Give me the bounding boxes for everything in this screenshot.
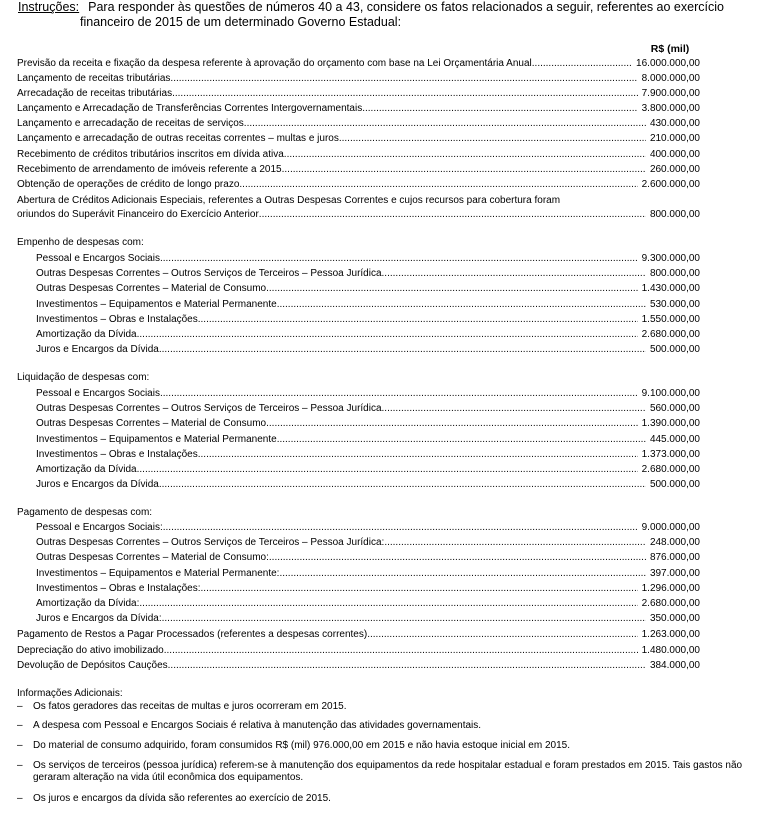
item-value: 500.000,00 <box>649 344 700 356</box>
item-label: Previsão da receita e fixação da despesa referente à aprovação do orçamento com base na Lei Orçamentária Anual <box>17 58 532 69</box>
item-value: 1.373.000,00 <box>641 448 700 460</box>
item-label: Juros e Encargos da Dívida <box>36 479 159 491</box>
dot-leader <box>159 343 646 356</box>
dot-leader <box>266 417 638 430</box>
bullet-text: Os fatos geradores das receitas de multas e juros ocorreram em 2015. <box>33 701 347 712</box>
bullet-text: A despesa com Pessoal e Encargos Sociais é relativa à manutenção das atividades governamentais. <box>33 720 482 731</box>
item-value: 430.000,00 <box>649 118 700 129</box>
item-value: 2.680.000,00 <box>641 464 700 475</box>
dot-leader <box>362 102 637 115</box>
item-label: Juros e Encargos da Dívida <box>36 344 159 356</box>
instructions <box>18 0 763 30</box>
dot-leader <box>137 328 638 341</box>
instructions-line-2: financeiro de 2015 de um determinado Governo Estadual: <box>80 15 402 29</box>
empenho-item-row <box>36 313 700 326</box>
item-label: Investimentos – Equipamentos e Material Permanente <box>36 298 277 310</box>
liquidacao-item-row <box>36 463 700 476</box>
dot-leader <box>382 267 646 280</box>
liquidacao-item-row <box>36 387 700 400</box>
item-value: 397.000,00 <box>649 567 700 579</box>
liquidacao-item-row <box>36 402 700 415</box>
empenho-item-row <box>36 328 700 341</box>
pagamento-item-row <box>36 612 700 625</box>
pagamento-item-row <box>36 567 700 580</box>
instructions-line-1: Para responder às questões de números 40 a 43, considere os fatos relacionados a seguir, referentes ao exercício <box>88 0 724 14</box>
bullet-text: Os juros e encargos da dívida são referentes ao exercício de 2015. <box>33 793 331 804</box>
final-item-row <box>17 659 700 672</box>
bullet-text: Do material de consumo adquirido, foram consumidos R$ (mil) 976.000,00 em 2015 e não havia estoque inicial em 2015. <box>33 740 570 751</box>
general-item-row <box>17 148 700 161</box>
dot-leader <box>170 72 637 85</box>
item-value: 260.000,00 <box>649 164 700 175</box>
pagamento-title: Pagamento de despesas com: <box>17 507 153 518</box>
empenho-title: Empenho de despesas com: <box>17 237 144 248</box>
dot-leader <box>239 178 637 191</box>
bullet-dash: – <box>17 720 23 731</box>
dot-leader <box>279 567 645 580</box>
item-label: Recebimento de arrendamento de imóveis referente a 2015 <box>17 164 282 175</box>
item-value: 350.000,00 <box>649 613 700 625</box>
additional-info-bullet <box>17 701 762 713</box>
item-value: 800.000,00 <box>649 268 700 280</box>
item-value: 2.680.000,00 <box>641 329 700 340</box>
item-value: 1.480.000,00 <box>641 645 700 656</box>
item-label: Lançamento de receitas tributárias <box>17 73 171 84</box>
liquidacao-item-row <box>36 433 700 446</box>
item-label: Lançamento e arrecadação de outras receitas correntes – multas e juros <box>17 133 339 144</box>
item-value: 16.000.000,00 <box>636 58 700 69</box>
item-value: 3.800.000,00 <box>641 103 700 114</box>
pagamento-item-row <box>36 536 700 549</box>
dot-leader <box>162 612 646 625</box>
item-label: Investimentos – Obras e Instalações <box>36 448 198 460</box>
bullet-dash: – <box>17 760 23 771</box>
dot-leader <box>164 644 638 657</box>
final-item-row <box>17 644 700 657</box>
item-value: 1.430.000,00 <box>641 283 700 295</box>
additional-info-bullet <box>17 793 762 805</box>
item-label: Outras Despesas Correntes – Material de Consumo: <box>36 552 269 564</box>
empenho-item-row <box>36 282 700 295</box>
empenho-item-row <box>36 343 700 356</box>
dot-leader <box>201 582 638 595</box>
general-item-row <box>17 132 700 145</box>
item-value: 530.000,00 <box>649 298 700 310</box>
dot-leader <box>277 298 646 311</box>
item-label: Amortização da Dívida <box>36 329 137 340</box>
dot-leader <box>139 597 637 610</box>
dot-leader <box>172 87 638 100</box>
item-label: Investimentos – Equipamentos e Material Permanente <box>36 433 277 445</box>
dot-leader <box>266 282 638 295</box>
item-label: Outras Despesas Correntes – Outros Serviços de Terceiros – Pessoa Jurídica: <box>36 537 385 549</box>
item-value: 1.263.000,00 <box>641 629 700 640</box>
item-label: Amortização da Dívida: <box>36 598 140 609</box>
item-value: 9.300.000,00 <box>641 253 700 264</box>
item-value: 2.600.000,00 <box>641 179 700 190</box>
item-value: 1.296.000,00 <box>641 582 700 594</box>
item-value: 2.680.000,00 <box>641 598 700 609</box>
item-label: Outras Despesas Correntes – Material de Consumo <box>36 418 267 430</box>
liquidacao-item-row <box>36 478 700 491</box>
item-value: 384.000,00 <box>649 660 700 671</box>
item-label: Outras Despesas Correntes – Outros Serviços de Terceiros – Pessoa Jurídica <box>36 268 382 280</box>
additional-info-bullet <box>17 760 762 784</box>
dot-leader <box>244 117 646 130</box>
final-item-row <box>17 628 700 641</box>
item-label: Investimentos – Equipamentos e Material Permanente: <box>36 567 280 579</box>
item-label: Investimentos – Obras e Instalações <box>36 313 198 325</box>
item-label: Arrecadação de receitas tributárias <box>17 88 173 99</box>
item-label: Pessoal e Encargos Sociais: <box>36 522 163 533</box>
empenho-item-row <box>36 252 700 265</box>
dot-leader <box>159 478 646 491</box>
item-value: 800.000,00 <box>649 209 700 220</box>
item-label: Recebimento de créditos tributários inscritos em dívida ativa <box>17 149 284 160</box>
dot-leader <box>384 536 646 549</box>
dot-leader <box>269 551 646 564</box>
empenho-item-row <box>36 267 700 280</box>
item-value: 1.550.000,00 <box>641 313 700 325</box>
item-value: 876.000,00 <box>649 552 700 564</box>
dot-leader <box>259 208 646 221</box>
dot-leader <box>532 57 632 70</box>
liquidacao-title: Liquidação de despesas com: <box>17 372 150 383</box>
item-label: Pagamento de Restos a Pagar Processados (referentes a despesas correntes) <box>17 629 368 640</box>
additional-info-bullet <box>17 740 762 752</box>
dot-leader <box>160 252 638 265</box>
dot-leader <box>168 659 646 672</box>
general-item-row <box>17 72 700 85</box>
item-value: 445.000,00 <box>649 433 700 445</box>
general-item-row <box>17 163 700 176</box>
item-label: Investimentos – Obras e Instalações: <box>36 582 201 594</box>
additional-info-bullet <box>17 720 762 732</box>
dot-leader <box>198 448 638 461</box>
item-label: Lançamento e arrecadação de receitas de serviços <box>17 118 244 129</box>
bullet-dash: – <box>17 740 23 751</box>
dot-leader <box>198 313 638 326</box>
item-value: 248.000,00 <box>649 537 700 549</box>
general-item-row <box>17 102 700 115</box>
item-value: 400.000,00 <box>649 149 700 160</box>
item-label: Pessoal e Encargos Sociais <box>36 388 160 399</box>
pagamento-item-row <box>36 597 700 610</box>
credit-item-row <box>17 208 700 221</box>
dot-leader <box>160 387 638 400</box>
pagamento-item-row <box>36 551 700 564</box>
value-column-header: R$ (mil) <box>650 43 690 55</box>
item-label: Obtenção de operações de crédito de longo prazo <box>17 179 240 190</box>
item-value: 210.000,00 <box>649 133 700 144</box>
bullet-dash: – <box>17 793 23 804</box>
item-value: 9.000.000,00 <box>641 522 700 533</box>
item-value: 8.000.000,00 <box>641 73 700 84</box>
bullet-dash: – <box>17 701 23 712</box>
general-item-row <box>17 57 700 70</box>
item-value: 7.900.000,00 <box>641 88 700 99</box>
general-item-row <box>17 178 700 191</box>
dot-leader <box>163 521 638 534</box>
dot-leader <box>382 402 646 415</box>
general-item-row <box>17 87 700 100</box>
instructions-label: Instruções: <box>18 0 80 14</box>
item-label: Outras Despesas Correntes – Outros Serviços de Terceiros – Pessoa Jurídica <box>36 403 382 415</box>
item-label: Outras Despesas Correntes – Material de Consumo <box>36 283 267 295</box>
item-value: 9.100.000,00 <box>641 388 700 399</box>
additional-info-title: Informações Adicionais: <box>17 688 123 699</box>
item-label: Pessoal e Encargos Sociais <box>36 253 160 264</box>
liquidacao-item-row <box>36 417 700 430</box>
item-label: Juros e Encargos da Dívida: <box>36 613 162 625</box>
item-value: 500.000,00 <box>649 479 700 491</box>
liquidacao-item-row <box>36 448 700 461</box>
dot-leader <box>137 463 638 476</box>
item-label: oriundos do Superávit Financeiro do Exercício Anterior <box>17 209 259 220</box>
item-label: Devolução de Depósitos Cauções <box>17 660 168 671</box>
pagamento-item-row <box>36 521 700 534</box>
item-value: 1.390.000,00 <box>641 418 700 430</box>
dot-leader <box>277 433 646 446</box>
dot-leader <box>282 163 646 176</box>
item-label: Amortização da Dívida <box>36 464 137 475</box>
bullet-text: Os serviços de terceiros (pessoa jurídica) referem-se à manutenção dos equipamentos da rede hospitalar estadual e foram prestados em 2015. Tais gastos não geraram alteração na vida útil econômica dos equipamentos. <box>33 760 743 783</box>
general-item-row <box>17 117 700 130</box>
item-label: Depreciação do ativo imobilizado <box>17 645 164 656</box>
dot-leader <box>284 148 646 161</box>
dot-leader <box>339 132 646 145</box>
item-value: 560.000,00 <box>649 403 700 415</box>
empenho-item-row <box>36 298 700 311</box>
item-label: Lançamento e Arrecadação de Transferências Correntes Intergovernamentais <box>17 103 363 114</box>
credit-item-line-1: Abertura de Créditos Adicionais Especiais, referentes a Outras Despesas Correntes e cujos recursos para cobertura foram <box>17 195 561 206</box>
dot-leader <box>367 628 637 641</box>
pagamento-item-row <box>36 582 700 595</box>
